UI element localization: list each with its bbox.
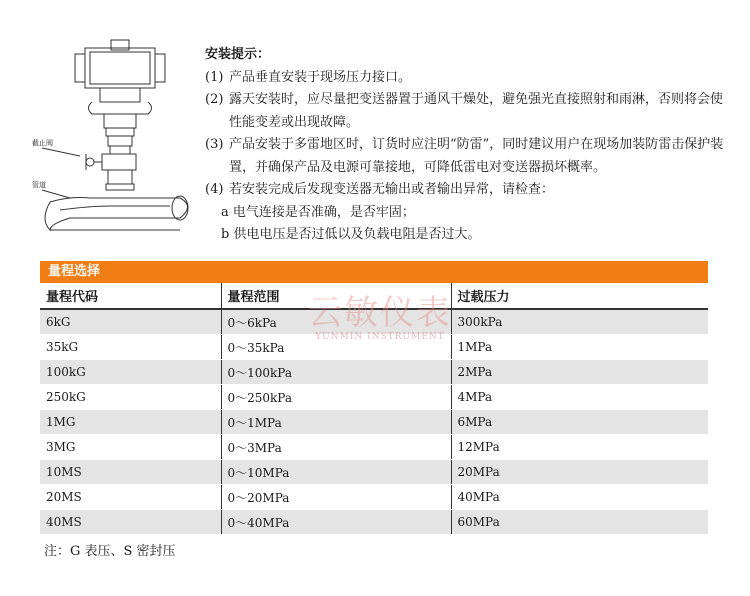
table-row	[40, 385, 708, 410]
note-text: 若安装完成后发现变送器无输出或者输出异常，请检查：	[229, 182, 555, 197]
range-section-title: 量程选择	[40, 261, 708, 283]
range-value-cell: 0～250kPa	[221, 385, 451, 410]
range-selection	[40, 261, 708, 535]
note-item	[205, 67, 725, 90]
overload-cell: 4MPa	[451, 385, 708, 410]
overload-cell: 60MPa	[451, 510, 708, 535]
table-row	[40, 485, 708, 510]
overload-cell: 1MPa	[451, 335, 708, 360]
range-code-cell: 20MS	[40, 485, 221, 510]
valve-label: 截止阀	[32, 139, 53, 147]
column-header-overload: 过载压力	[451, 283, 708, 309]
installation-title: 安装提示：	[205, 47, 271, 62]
range-value-cell: 0～10MPa	[221, 460, 451, 485]
range-value-cell: 0～35kPa	[221, 335, 451, 360]
range-value-cell: 0～100kPa	[221, 360, 451, 385]
note-text: 产品安装于多雷地区时，订货时应注明“防雷”，同时建议用户在现场加装防雷击保护装置，并确保产品及电源可靠接地，可降低雷电对变送器损坏概率。	[229, 137, 724, 175]
range-value-cell: 0～6kPa	[221, 309, 451, 335]
note-item	[205, 89, 725, 134]
watermark-cn: 云敏仪表	[308, 293, 452, 333]
overload-cell: 300kPa	[451, 309, 708, 335]
note-item	[205, 134, 725, 179]
check-item: a 电气连接是否准确，是否牢固；	[221, 204, 415, 220]
watermark-en: YUNMIN INSTRUMENT	[315, 332, 445, 342]
table-header-row	[40, 283, 708, 309]
range-code-cell: 3MG	[40, 435, 221, 460]
range-value-cell: 0～20MPa	[221, 485, 451, 510]
column-header-code: 量程代码	[40, 283, 221, 309]
installation-notes	[205, 44, 725, 247]
range-value-cell: 0～40MPa	[221, 510, 451, 535]
note-number: (4)	[205, 182, 224, 197]
table-row	[40, 435, 708, 460]
table-row	[40, 460, 708, 485]
range-code-cell: 35kG	[40, 335, 221, 360]
overload-cell: 40MPa	[451, 485, 708, 510]
table-row	[40, 309, 708, 335]
range-value-cell: 0～3MPa	[221, 435, 451, 460]
check-item: b 供电电压是否过低以及负载电阻是否过大。	[221, 227, 481, 242]
range-code-cell: 250kG	[40, 385, 221, 410]
range-code-cell: 6kG	[40, 309, 221, 335]
note-number: (1)	[205, 69, 224, 85]
note-item	[205, 179, 725, 202]
overload-cell: 12MPa	[451, 435, 708, 460]
range-code-cell: 100kG	[40, 360, 221, 385]
range-table	[40, 283, 708, 535]
note-text: 露天安装时，应尽量把变送器置于通风干燥处，避免强光直接照射和雨淋，否则将会使性能变差或出现故障。	[229, 92, 724, 130]
range-code-cell: 10MS	[40, 460, 221, 485]
table-row	[40, 360, 708, 385]
transmitter-installation-diagram	[30, 30, 200, 250]
footnote: 注：G 表压、S 密封压	[44, 544, 176, 559]
range-value-cell: 0～1MPa	[221, 410, 451, 435]
table-row	[40, 410, 708, 435]
note-number: (3)	[205, 137, 224, 152]
note-text: 产品垂直安装于现场压力接口。	[229, 69, 412, 85]
column-header-range: 量程范围	[221, 283, 451, 309]
overload-cell: 6MPa	[451, 410, 708, 435]
table-row	[40, 335, 708, 360]
note-number: (2)	[205, 92, 224, 107]
range-code-cell: 40MS	[40, 510, 221, 535]
range-code-cell: 1MG	[40, 410, 221, 435]
table-row	[40, 510, 708, 535]
pipe-label: 管道	[32, 181, 46, 189]
overload-cell: 20MPa	[451, 460, 708, 485]
overload-cell: 2MPa	[451, 360, 708, 385]
